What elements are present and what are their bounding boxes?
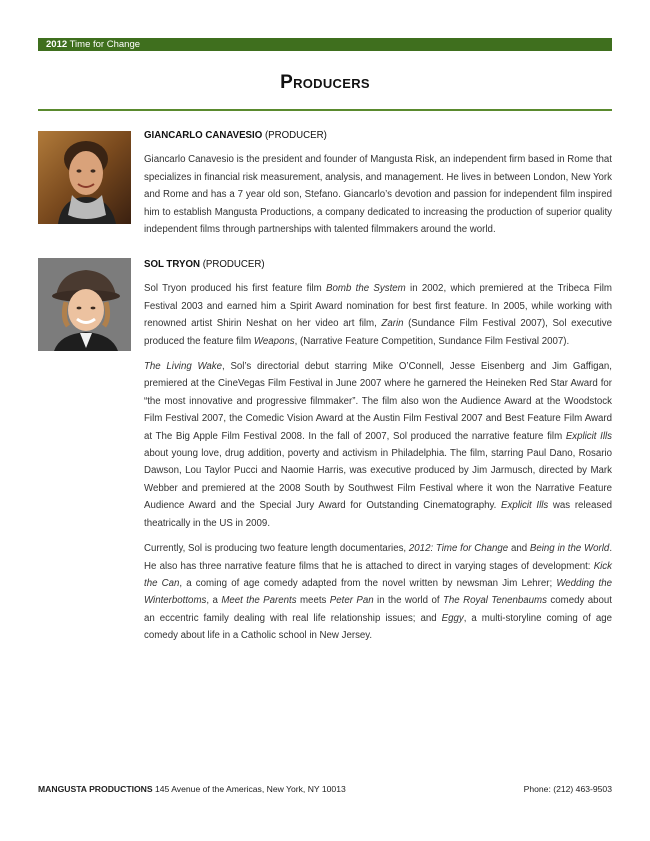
footer-company: MANGUSTA PRODUCTIONS (38, 784, 153, 794)
header-year: 2012 (46, 39, 68, 50)
bio-text: Currently, Sol is producing two feature length documentaries, (144, 543, 409, 555)
bio-text: and (508, 543, 530, 555)
producer-photo-tryon (38, 258, 131, 351)
bio-text: , a coming of age comedy adapted from the novel written by newsman Jim Lehrer; (179, 577, 557, 589)
footer-address: 145 Avenue of the Americas, New York, NY 10013 (154, 784, 346, 794)
italic-title: Peter Pan (329, 595, 374, 607)
italic-title: 2012: Time for Change (408, 543, 509, 555)
bio-text: in 2002, which premiered at the Tribeca Film Festival 2003 and earned him a Spirit Award nomination for best first feature. In 2005, while working with renowned artist Shirin Neshat on her video art film, (144, 283, 612, 330)
bio-paragraph (144, 540, 612, 644)
producer-role: (PRODUCER) (264, 130, 327, 141)
portrait-photo (38, 131, 131, 224)
header-subtitle: Time for Change (69, 39, 141, 50)
bio-text: Sol Tryon produced his first feature film (144, 283, 327, 295)
bio-text: , (Narrative Feature Competition, Sundance Film Festival 2007). (294, 335, 570, 347)
bio-paragraph (144, 151, 612, 238)
page-footer (38, 784, 612, 794)
italic-title: Meet the Parents (221, 595, 297, 607)
italic-title: The Living Wake (144, 361, 223, 373)
italic-title: Kick the Can (144, 560, 612, 589)
bio-text: comedy about an eccentric family dealing with real life relationship issues; and (144, 595, 613, 624)
footer-phone: Phone: (212) 463-9503 (523, 784, 612, 794)
producer-name: SOL TRYON (144, 259, 200, 270)
italic-title: Zarin (381, 318, 404, 330)
title-divider (38, 109, 612, 111)
italic-title: Being in the World (529, 543, 610, 555)
producer-bio-canavesio (144, 127, 612, 246)
page-title: Producers (280, 72, 370, 93)
bio-text: about young love, drug addition, poverty and activism in Philadelphia. The film, starring Paul Dano, Rosario Dawson, Lou Taylor Pucci and Naomie Harris, was executive produced by Jim Jarmusch, directed by Mark Webber and premiered at the 2008 South by Southwest Film Festival where it won the Narrative Feature Audience Award and the Special Jury Award for Outstanding Cinematography. (144, 448, 612, 512)
bio-text: meets (296, 595, 330, 607)
footer-address-line (38, 784, 346, 794)
header-bar (38, 38, 612, 51)
italic-title: Eggy (441, 612, 464, 624)
italic-title: Wedding the Winterbottoms (144, 577, 612, 607)
bio-paragraph (144, 358, 612, 532)
bio-text: was released theatrically in the US in 2009. (144, 500, 612, 529)
italic-title: Explicit Ills (501, 500, 549, 512)
bio-text: (Sundance Film Festival 2007), Sol executive produced the feature film (144, 318, 612, 347)
bio-text: , a multi-storyline coming of age comedy about life in a Catholic school in New Jersey. (144, 612, 612, 642)
producer-name-line (144, 127, 612, 144)
producer-paragraphs (144, 280, 612, 644)
producer-role: (PRODUCER) (202, 259, 265, 270)
producer-name-line (144, 256, 612, 273)
italic-title: Explicit Ills (565, 430, 613, 442)
italic-title: Weapons (253, 335, 295, 347)
bio-paragraph (144, 280, 612, 350)
bio-text: . He also has three narrative feature films that he is attached to direct in varying stages of development: (144, 543, 613, 572)
producer-name: GIANCARLO CANAVESIO (144, 130, 263, 141)
bio-text: , a (206, 595, 222, 607)
producer-photo-canavesio (38, 131, 131, 224)
bio-text: in the world of (373, 595, 443, 607)
bio-text: Giancarlo Canavesio is the president and founder of Mangusta Risk, an independent firm based in Rome that specializes in financial risk measurement, analysis, and management. He lives in between London, New York and Rome and has a 7 year old son, Stefano. Giancarlo’s devotion and passion for independent film inspired him to establish Mangusta Productions, a company dedicated to increasing the production of superior quality independent films through partnerships with talented filmmakers around the world. (144, 154, 612, 236)
italic-title: Bomb the System (326, 283, 406, 295)
bio-text: , Sol’s directorial debut starring Mike O’Connell, Jesse Eisenberg and Jim Gaffigan, premiered at the CineVegas Film Festival in June 2007 where he garnered the Heineken Red Star Award for “the most innovative and progressive filmmaker”. The film also won the Audience Award at the Woodstock Film Festival 2007, the Comedic Vision Award at the Austin Film Festival 2007 and Best Feature Film Award at The Big Apple Film Festival 2008. In the fall of 2007, Sol produced the narrative feature film (144, 361, 613, 442)
italic-title: The Royal Tenenbaums (443, 595, 547, 607)
portrait-photo (38, 258, 131, 351)
producer-bio-tryon (144, 256, 612, 653)
producer-paragraphs (144, 151, 612, 238)
